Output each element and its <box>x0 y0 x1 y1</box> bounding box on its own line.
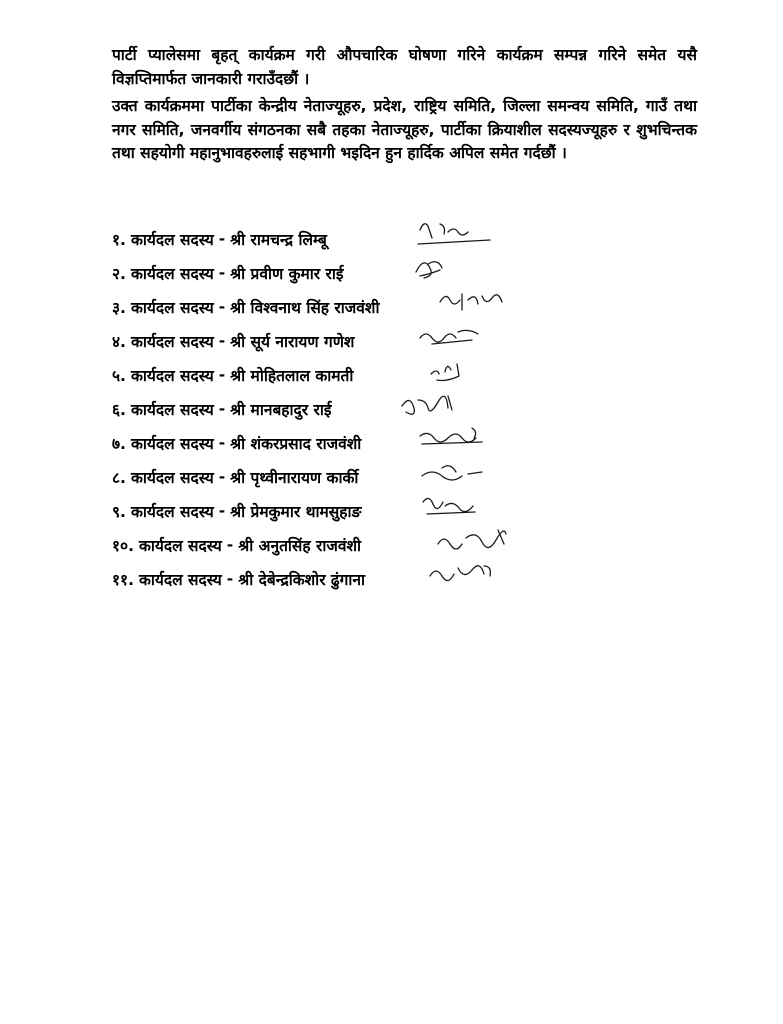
member-name: श्री देबेन्द्रकिशोर ढुंगाना <box>238 571 366 589</box>
member-number: ८. <box>112 469 126 487</box>
member-name: श्री मानबहादुर राई <box>230 401 332 419</box>
member-role: कार्यदल सदस्य <box>130 367 214 385</box>
member-name: श्री रामचन्द्र लिम्बू <box>230 231 327 249</box>
member-number: ५. <box>112 367 126 385</box>
member-dash: - <box>218 434 226 452</box>
member-number: ३. <box>112 299 126 317</box>
member-name: श्री प्रेमकुमार थामसुहाङ <box>230 503 362 521</box>
signature-9 <box>415 488 515 526</box>
signature-11 <box>422 556 522 594</box>
member-name: श्री प्रवीण कुमार राई <box>230 265 344 283</box>
member-number: ४. <box>112 333 126 351</box>
member-dash: - <box>218 230 226 248</box>
signature-5 <box>417 352 517 390</box>
member-name: श्री सूर्य नारायण गणेश <box>230 333 355 351</box>
member-number: ६. <box>112 401 126 419</box>
member-role: कार्यदल सदस्य <box>130 265 214 283</box>
paragraph-announcement: पार्टी प्यालेसमा बृहत् कार्यक्रम गरी औपचारिक घोषणा गरिने कार्यक्रम सम्पन्न गरिने समेत यसै विज्ञप्तिमार्फत जानकारी गराउँदछौं । <box>112 46 697 88</box>
signature-4 <box>412 318 512 356</box>
signature-1 <box>410 216 510 254</box>
member-dash: - <box>218 502 226 520</box>
member-role: कार्यदल सदस्य <box>130 299 214 317</box>
member-dash: - <box>226 536 234 554</box>
member-dash: - <box>218 264 226 282</box>
member-number: ११. <box>112 571 135 589</box>
member-role: कार्यदल सदस्य <box>130 469 214 487</box>
signature-10 <box>432 522 532 560</box>
member-role: कार्यदल सदस्य <box>139 537 222 555</box>
paragraph-appeal: उक्त कार्यक्रममा पार्टीका केन्द्रीय नेताज्यूहरु, प्रदेश, राष्ट्रिय समिति, जिल्ला समन्वय समिति, गाउँ तथा नगर समिति, जनवर्गीय संगठनका सबै तहका नेताज्यूहरु, पार्टीका क्रियाशील सदस्यज्यूहरु र शुभचिन्तक तथा सहयोगी महानुभावहरुलाई सहभागी भइदिन हुन हार्दिक अपिल समेत गर्दछौं । <box>112 97 697 162</box>
signature-3 <box>432 284 532 322</box>
member-dash: - <box>218 332 226 350</box>
signature-8 <box>412 454 512 492</box>
member-number: १०. <box>112 537 135 555</box>
signature-7 <box>412 420 512 458</box>
member-role: कार्यदल सदस्य <box>130 401 214 419</box>
member-role: कार्यदल सदस्य <box>139 571 222 589</box>
member-number: २. <box>112 265 126 283</box>
member-dash: - <box>218 298 226 316</box>
member-role: कार्यदल सदस्य <box>130 503 214 521</box>
member-name: श्री अनुतसिंह राजवंशी <box>238 537 362 555</box>
member-dash: - <box>218 366 226 384</box>
member-number: १. <box>112 231 126 249</box>
member-role: कार्यदल सदस्य <box>130 333 214 351</box>
member-role: कार्यदल सदस्य <box>130 435 214 453</box>
signature-2 <box>404 250 504 288</box>
member-dash: - <box>218 400 226 418</box>
member-number: ७. <box>112 435 126 453</box>
member-row <box>112 562 532 596</box>
member-number: ९. <box>112 503 126 521</box>
member-name: श्री मोहितलाल कामती <box>230 367 354 385</box>
member-dash: - <box>218 468 226 486</box>
member-name: श्री विश्वनाथ सिंह राजवंशी <box>230 299 380 317</box>
member-name: श्री शंकरप्रसाद राजवंशी <box>230 435 362 453</box>
body-text <box>112 44 697 166</box>
member-dash: - <box>226 570 234 588</box>
member-list <box>112 222 532 596</box>
member-name: श्री पृथ्वीनारायण कार्की <box>230 469 359 487</box>
signature-6 <box>392 386 492 424</box>
member-role: कार्यदल सदस्य <box>130 231 214 249</box>
